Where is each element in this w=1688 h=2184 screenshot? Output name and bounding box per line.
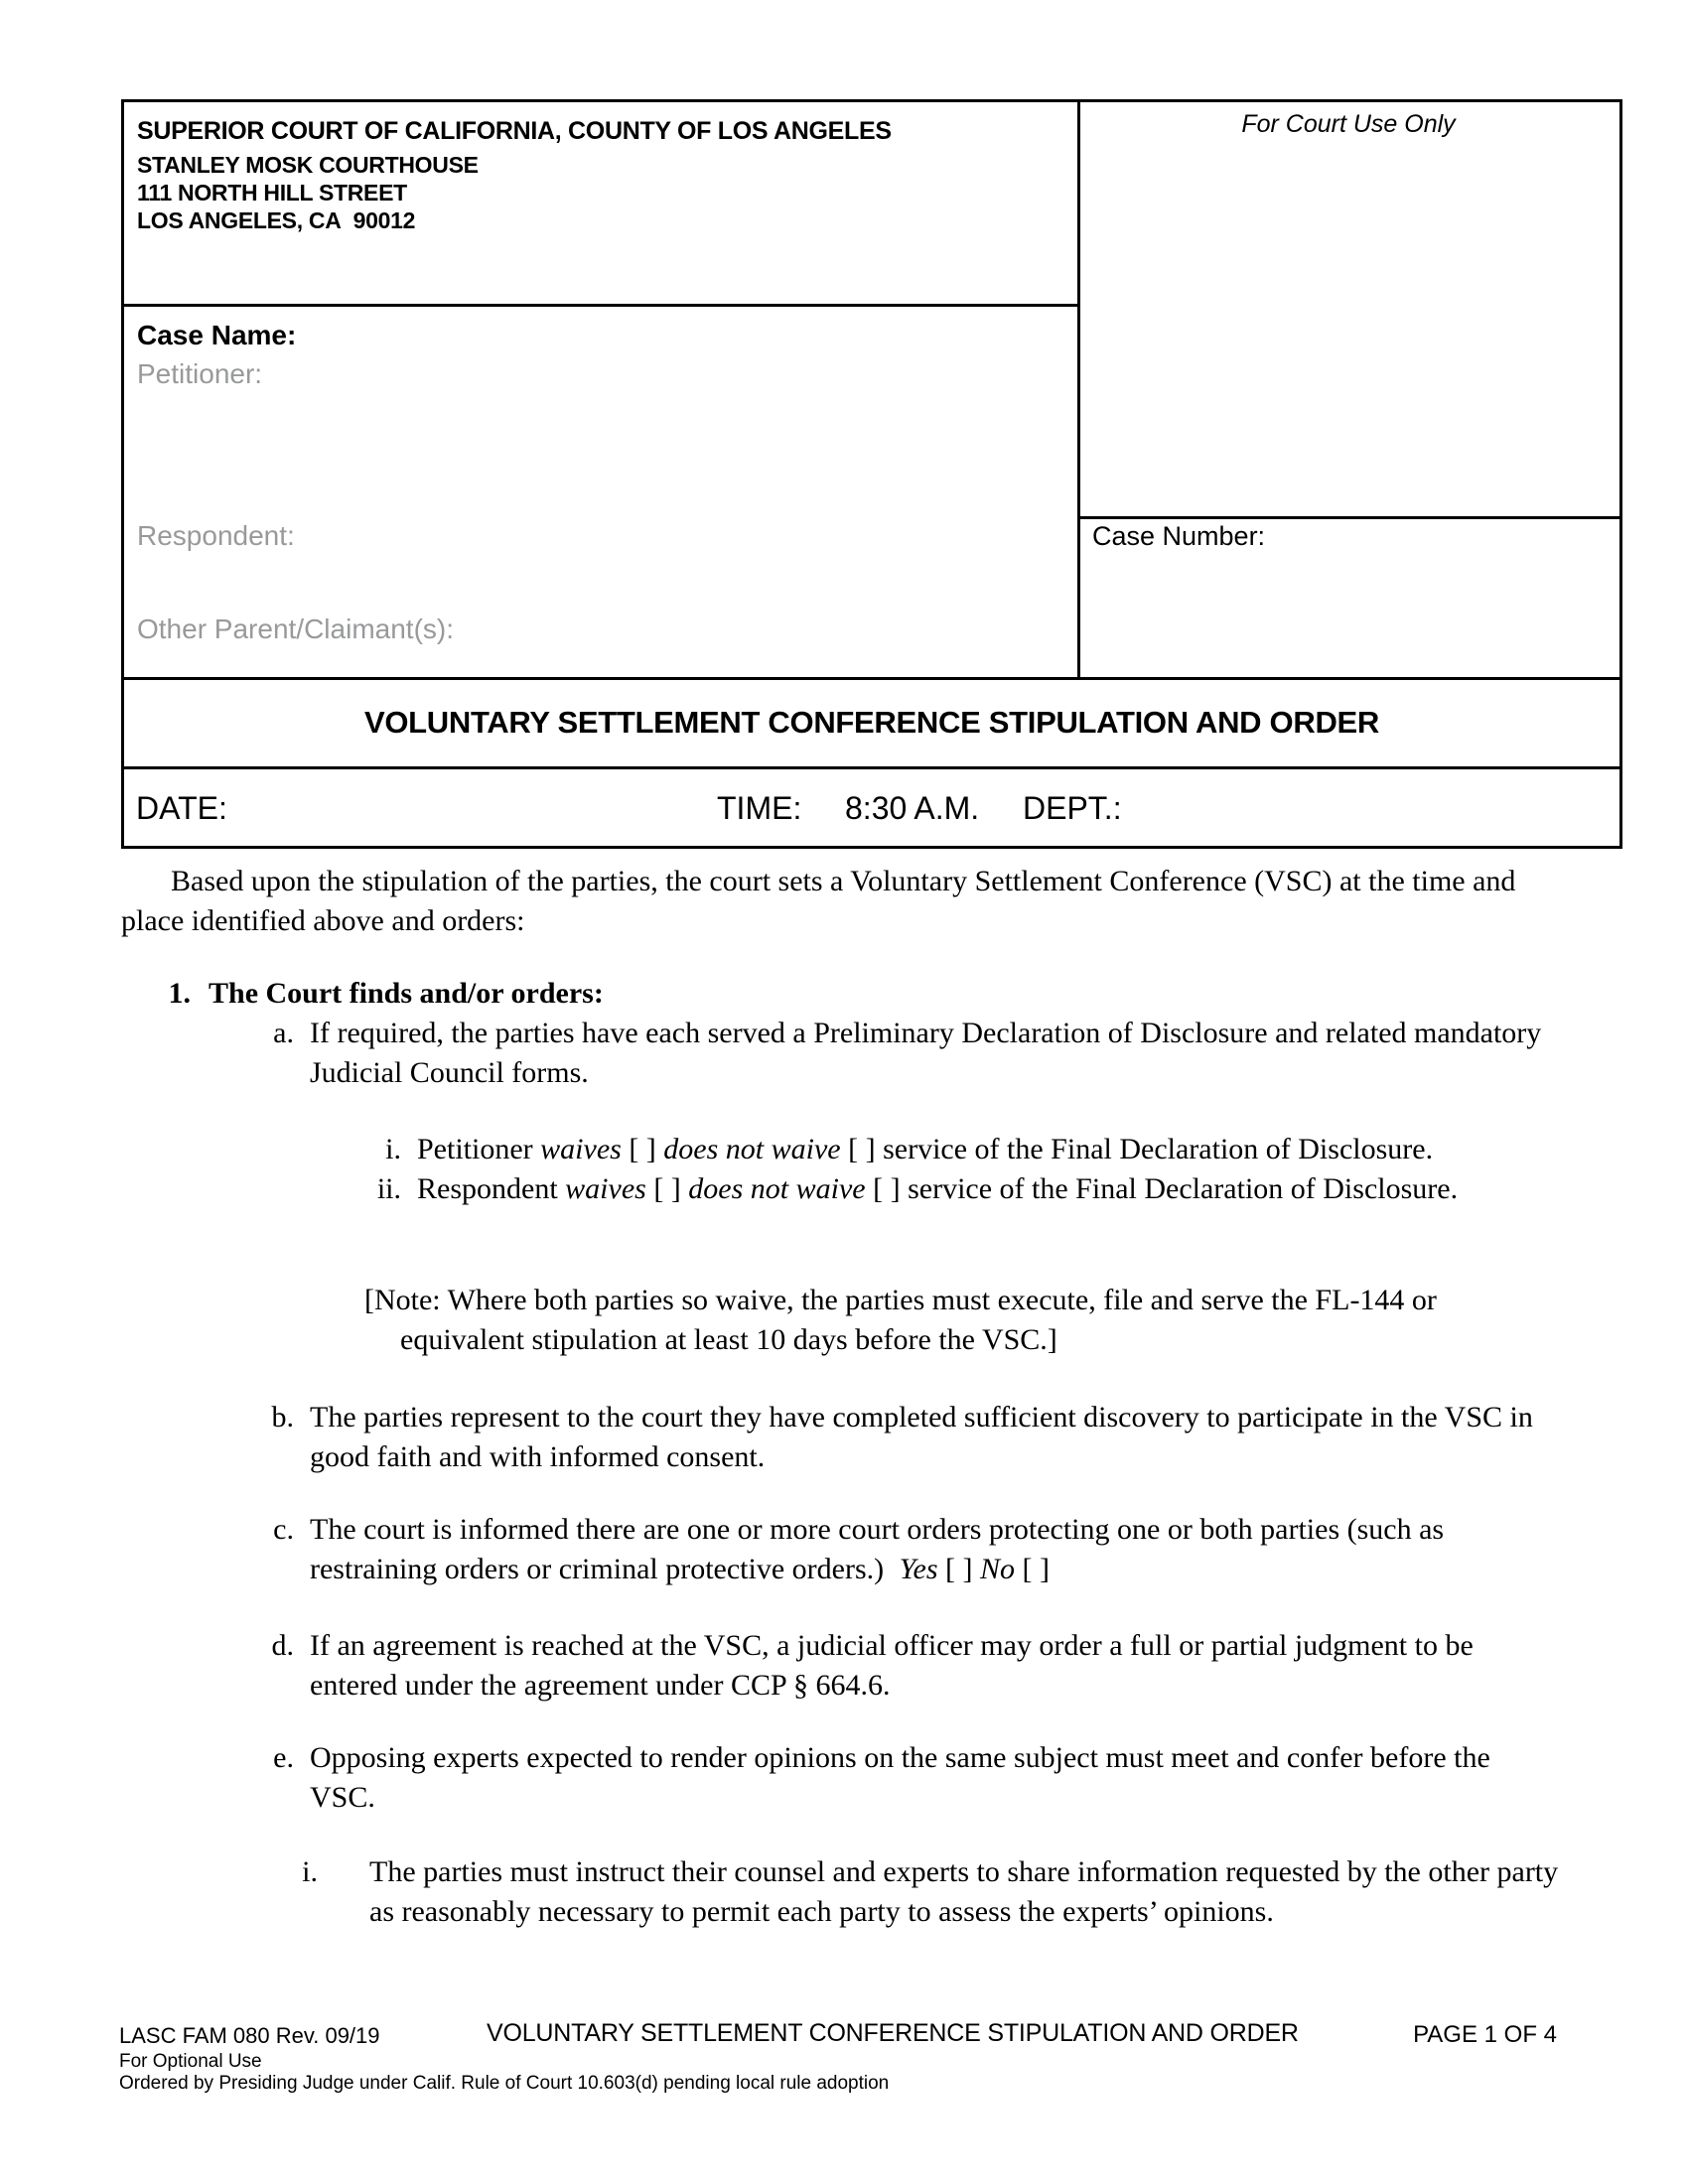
petitioner-does-not-waive-checkbox[interactable]: [ ] (848, 1133, 876, 1165)
note-paragraph: [Note: Where both parties so waive, the parties must execute, file and serve the FL-144 or equivalent stipulation at least 10 days before the VSC.] (364, 1284, 1437, 1356)
list-item-a-text: If required, the parties have each served a Preliminary Declaration of Disclosure and related mandatory Judicial Council forms. (310, 1017, 1542, 1089)
list-item-e-i-text: The parties must instruct their counsel and experts to share information requested by the other party as reasonably necessary to permit each party to assess the experts’ opinions. (369, 1855, 1559, 1928)
list-item-b-marker: b. (271, 1401, 294, 1433)
court-city-state-zip: LOS ANGELES, CA 90012 (137, 207, 416, 233)
protective-orders-yes-text: Yes (899, 1553, 938, 1585)
address-casename-divider (124, 304, 1077, 307)
list-item-d (271, 1626, 1553, 1706)
petitioner-does-not-waive-text: does not waive (663, 1133, 841, 1165)
list-item-b (271, 1398, 1553, 1477)
protective-orders-no-text: No (980, 1553, 1016, 1585)
petitioner-waives-text: waives (540, 1133, 622, 1165)
case-caption-table (121, 99, 1622, 849)
list-item-i-rest: service of the Final Declaration of Disclosure. (883, 1133, 1434, 1165)
list-item-d-marker: d. (271, 1629, 294, 1662)
list-item-1 (168, 974, 604, 1014)
footer-rule-note: Ordered by Presiding Judge under Calif. Rule of Court 10.603(d) pending local rule adoption (119, 2073, 890, 2094)
list-item-a (273, 1014, 1553, 1093)
list-item-i-marker: i. (385, 1133, 401, 1165)
footer-form-number: LASC FAM 080 Rev. 09/19 (119, 2023, 380, 2048)
title-date-divider (124, 766, 1619, 769)
petitioner-field-label[interactable]: Petitioner: (137, 358, 263, 389)
list-item-c (273, 1510, 1553, 1589)
list-item-ii-rest: service of the Final Declaration of Disclosure. (908, 1172, 1459, 1205)
for-court-use-label: For Court Use Only (1241, 110, 1456, 138)
form-title: VOLUNTARY SETTLEMENT CONFERENCE STIPULATION AND ORDER (363, 705, 1380, 740)
list-item-ii (376, 1169, 1564, 1209)
protective-orders-no-checkbox[interactable]: [ ] (1022, 1553, 1051, 1585)
list-item-c-marker: c. (273, 1513, 294, 1546)
list-item-e-i-marker: i. (302, 1855, 318, 1888)
time-label: TIME: (717, 790, 802, 826)
list-item-c-text: The court is informed there are one or more court orders protecting one or both parties (such as restraining orders or criminal protective orders.) (310, 1513, 1445, 1585)
time-value: 8:30 A.M. (845, 790, 980, 826)
other-parent-field-label[interactable]: Other Parent/Claimant(s): (137, 614, 454, 644)
respondent-waives-text: waives (565, 1172, 646, 1205)
respondent-waives-checkbox[interactable]: [ ] (653, 1172, 681, 1205)
court-address (137, 151, 479, 234)
list-item-ii-party: Respondent (417, 1172, 558, 1205)
footer-page-number: PAGE 1 OF 4 (1413, 2021, 1557, 2048)
list-item-i (385, 1130, 1564, 1169)
petitioner-waives-checkbox[interactable]: [ ] (629, 1133, 656, 1165)
date-field-label[interactable]: DATE: (136, 790, 227, 826)
court-street: 111 NORTH HILL STREET (137, 180, 407, 205)
list-item-e (273, 1738, 1553, 1818)
vertical-divider (1077, 102, 1080, 680)
dept-field-label[interactable]: DEPT.: (1023, 790, 1122, 826)
respondent-does-not-waive-checkbox[interactable]: [ ] (873, 1172, 901, 1205)
case-name-label: Case Name: (137, 320, 297, 350)
list-item-1-label: The Court finds and/or orders: (209, 977, 604, 1010)
list-item-1-number: 1. (168, 977, 191, 1010)
list-item-e-text: Opposing experts expected to render opinions on the same subject must meet and confer before the VSC. (310, 1741, 1490, 1814)
protective-orders-yes-checkbox[interactable]: [ ] (945, 1553, 973, 1585)
footer-form-title: VOLUNTARY SETTLEMENT CONFERENCE STIPULATION AND ORDER (487, 2019, 1299, 2047)
list-item-a-marker: a. (273, 1017, 294, 1049)
list-item-d-text: If an agreement is reached at the VSC, a judicial officer may order a full or partial judgment to be entered under the agreement under CCP § 664.6. (310, 1629, 1474, 1702)
footer-optional-use: For Optional Use (119, 2051, 262, 2072)
title-row-top-border (124, 677, 1619, 680)
respondent-field-label[interactable]: Respondent: (137, 520, 295, 551)
respondent-does-not-waive-text: does not waive (688, 1172, 866, 1205)
courtuse-casenumber-divider (1077, 516, 1619, 519)
court-name: SUPERIOR COURT OF CALIFORNIA, COUNTY OF LOS ANGELES (137, 117, 892, 145)
list-item-e-i (302, 1852, 1561, 1932)
courthouse-name: STANLEY MOSK COURTHOUSE (137, 152, 479, 178)
list-item-ii-marker: ii. (376, 1172, 401, 1205)
list-item-i-party: Petitioner (417, 1133, 533, 1165)
intro-paragraph: Based upon the stipulation of the parties, the court sets a Voluntary Settlement Conference (VSC) at the time and place identified above and orders: (121, 865, 1516, 937)
list-item-b-text: The parties represent to the court they have completed sufficient discovery to participate in the VSC in good faith and with informed consent. (310, 1401, 1533, 1473)
case-number-field-label[interactable]: Case Number: (1092, 521, 1266, 551)
list-item-e-marker: e. (273, 1741, 294, 1774)
